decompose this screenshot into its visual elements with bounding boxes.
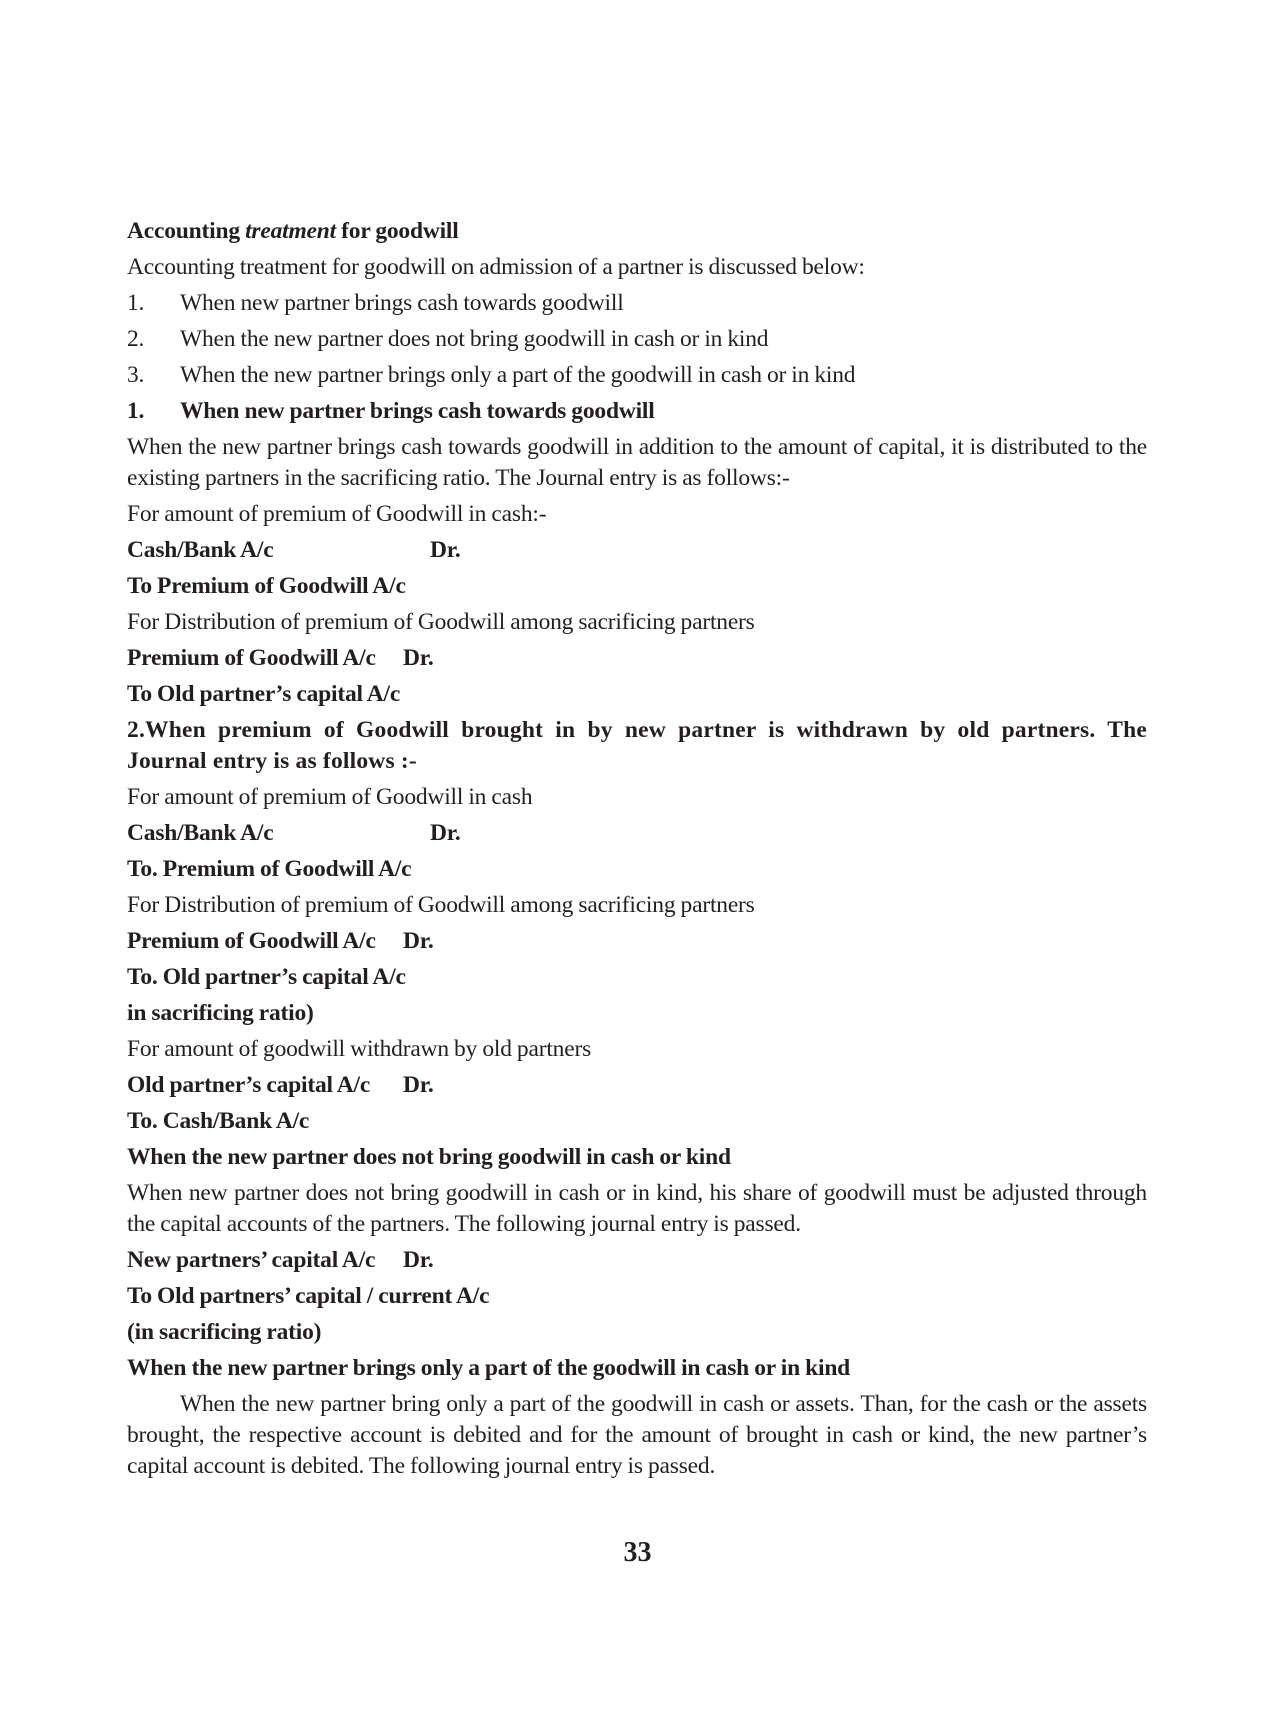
heading-text-2: for goodwill [335,218,459,244]
section2-note3: For amount of goodwill withdrawn by old partners [127,1036,592,1062]
section3-paragraph: When new partner does not bring goodwill in cash or in kind, his share of goodwill must be adjusted through the capital accounts of the partners. The following journal entry is passed. [127,1180,1147,1237]
list-number: 2. [127,326,145,352]
journal-entry-debit [127,535,1147,565]
journal-entry-ratio: (in sacrificing ratio) [127,1319,322,1345]
journal-entry-credit: To. Premium of Goodwill A/c [127,856,412,882]
section1-paragraph: When the new partner brings cash towards goodwill in addition to the amount of capital, it is distributed to the existing partners in the sacrificing ratio. The Journal entry is as follows:- [127,434,1147,491]
debit-account: Cash/Bank A/c [127,820,274,846]
section4-paragraph: When the new partner bring only a part of the goodwill in cash or assets. Than, for the cash or the assets brought, the respective account is debited and for the amount of brought in cash or kind, the new partner’s capital account is debited. The following journal entry is passed. [127,1391,1147,1479]
debit-account: New partners’ capital A/c [127,1247,376,1273]
journal-entry-credit: To Old partners’ capital / current A/c [127,1283,490,1309]
heading-italic-text: treatment [245,218,336,244]
intro-text: Accounting treatment for goodwill on admission of a partner is discussed below: [127,254,865,280]
debit-account: Premium of Goodwill A/c [127,645,376,671]
dr-label: Dr. [403,1247,434,1273]
dr-label: Dr. [430,537,461,563]
section4-title: When the new partner brings only a part of the goodwill in cash or in kind [127,1355,851,1381]
journal-entry-credit: To. Cash/Bank A/c [127,1108,310,1134]
section1-note2: For Distribution of premium of Goodwill among sacrificing partners [127,609,755,635]
heading-text-1: Accounting [127,218,246,244]
journal-entry-debit [127,1245,1147,1275]
dr-label: Dr. [430,820,461,846]
section1-note1: For amount of premium of Goodwill in cash:- [127,501,547,527]
debit-account: Cash/Bank A/c [127,537,274,563]
list-text: When the new partner brings only a part of the goodwill in cash or in kind [180,362,856,388]
section2-title: 2.When premium of Goodwill brought in by new partner is withdrawn by old partners. The Journal entry is as follows :- [127,717,1147,774]
list-item [127,288,1147,318]
journal-entry-debit [127,1070,1147,1100]
journal-entry-ratio: in sacrificing ratio) [127,1000,314,1026]
section2-note2: For Distribution of premium of Goodwill among sacrificing partners [127,892,755,918]
section2-note1: For amount of premium of Goodwill in cash [127,784,533,810]
list-item [127,360,1147,390]
list-text: When new partner brings cash towards goodwill [180,290,624,316]
page-content [127,216,1147,1487]
section3-title: When the new partner does not bring goodwill in cash or kind [127,1144,731,1170]
journal-entry-debit [127,926,1147,956]
section1-number: 1. [127,398,145,424]
section1-title [127,396,1147,426]
dr-label: Dr. [403,1072,434,1098]
debit-account: Old partner’s capital A/c [127,1072,371,1098]
list-text: When the new partner does not bring goodwill in cash or in kind [180,326,769,352]
section1-title-text: When new partner brings cash towards goodwill [180,398,655,424]
list-item [127,324,1147,354]
section-heading [127,216,1147,246]
dr-label: Dr. [403,645,434,671]
page-number: 33 [623,1537,652,1568]
list-number: 3. [127,362,145,388]
debit-account: Premium of Goodwill A/c [127,928,376,954]
journal-entry-debit [127,643,1147,673]
journal-entry-credit: To Old partner’s capital A/c [127,681,401,707]
journal-entry-credit: To. Old partner’s capital A/c [127,964,406,990]
list-number: 1. [127,290,145,316]
journal-entry-credit: To Premium of Goodwill A/c [127,573,406,599]
journal-entry-debit [127,818,1147,848]
dr-label: Dr. [403,928,434,954]
